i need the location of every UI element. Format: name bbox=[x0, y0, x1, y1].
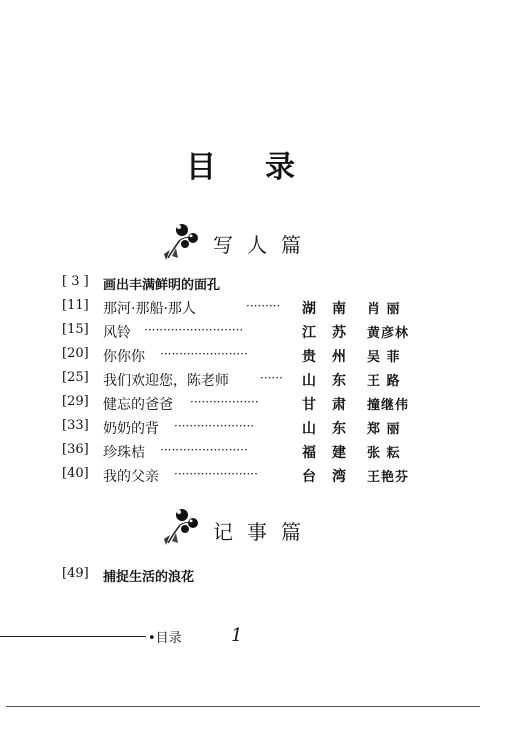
toc-entry-title: 奶奶的背 bbox=[103, 421, 159, 437]
page-title-char-1: 目 bbox=[186, 150, 216, 185]
flower-ornament-icon bbox=[160, 218, 210, 262]
toc-entry-leader: ······················· bbox=[160, 347, 248, 361]
toc-entry-title: 那河·那船·那人 bbox=[103, 301, 196, 317]
toc-entry-title: 我的父亲 bbox=[103, 469, 159, 485]
toc-entry-region-1: 山 bbox=[302, 373, 316, 389]
page-number: 1 bbox=[231, 625, 243, 646]
footer-section-label: •目录 bbox=[148, 631, 182, 646]
toc-entry-region-2: 建 bbox=[332, 445, 346, 461]
toc-entry-page: [11] bbox=[62, 298, 89, 313]
toc-entry-author: 王 路 bbox=[367, 374, 401, 389]
toc-entry-region-2: 苏 bbox=[332, 325, 346, 341]
toc-entry-leader: ·························· bbox=[144, 323, 244, 337]
toc-entry-page: [49] bbox=[62, 566, 89, 581]
toc-entry-leader: ······················· bbox=[160, 443, 248, 457]
toc-entry-title: 你你你 bbox=[103, 349, 145, 365]
toc-entry-region-2: 肃 bbox=[332, 397, 346, 413]
toc-entry-leader: ······ bbox=[260, 371, 283, 385]
toc-entry-author: 肖 丽 bbox=[367, 302, 401, 317]
toc-entry-page: [ 3 ] bbox=[62, 274, 89, 289]
toc-entry-leader: ······················ bbox=[174, 467, 258, 481]
toc-entry-author: 张 耘 bbox=[367, 446, 401, 461]
toc-entry-page: [36] bbox=[62, 442, 89, 457]
toc-entry-page: [15] bbox=[62, 322, 89, 337]
toc-entry-region-1: 贵 bbox=[302, 349, 316, 365]
toc-entry-region-1: 台 bbox=[302, 469, 316, 485]
toc-entry-title: 我们欢迎您，陈老师 bbox=[103, 373, 229, 389]
toc-entry-title: 捕捉生活的浪花 bbox=[103, 570, 195, 585]
footer-rule bbox=[0, 636, 146, 637]
toc-entry-author: 黄彦林 bbox=[367, 326, 410, 341]
toc-entry-region-2: 州 bbox=[332, 349, 346, 365]
section-title-2: 记事篇 bbox=[213, 520, 315, 544]
toc-entry-page: [29] bbox=[62, 394, 89, 409]
toc-entry-region-2: 湾 bbox=[332, 469, 346, 485]
page-title-char-2: 录 bbox=[265, 150, 295, 185]
toc-entry-page: [33] bbox=[62, 418, 89, 433]
toc-entry-page: [20] bbox=[62, 346, 89, 361]
toc-entry-region-1: 福 bbox=[302, 445, 316, 461]
section-title-1: 写人篇 bbox=[213, 233, 315, 257]
toc-entry-region-2: 南 bbox=[332, 301, 346, 317]
toc-entry-region-2: 东 bbox=[332, 421, 346, 437]
section-header-2 bbox=[160, 503, 210, 551]
bottom-rule bbox=[6, 706, 480, 707]
flower-ornament-icon bbox=[160, 503, 210, 547]
toc-entry-leader: ········· bbox=[246, 299, 281, 313]
toc-entry-leader: ·················· bbox=[190, 395, 259, 409]
toc-entry-region-1: 江 bbox=[302, 325, 316, 341]
toc-entry-page: [40] bbox=[62, 466, 89, 481]
toc-entry-title: 珍珠桔 bbox=[103, 445, 145, 461]
toc-entry-region-1: 湖 bbox=[302, 301, 316, 317]
toc-entry-leader: ····················· bbox=[174, 419, 255, 433]
toc-entry-page: [25] bbox=[62, 370, 89, 385]
toc-entry-region-1: 甘 bbox=[302, 397, 316, 413]
toc-entry-author: 吴 菲 bbox=[367, 350, 401, 365]
toc-entry-title: 风铃 bbox=[103, 325, 131, 341]
toc-entry-author: 郑 丽 bbox=[367, 422, 401, 437]
toc-entry-region-1: 山 bbox=[302, 421, 316, 437]
toc-entry-region-2: 东 bbox=[332, 373, 346, 389]
toc-entry-title: 健忘的爸爸 bbox=[103, 397, 173, 413]
section-header-1 bbox=[160, 218, 210, 266]
toc-entry-author: 王艳芬 bbox=[367, 470, 410, 485]
toc-entry-title: 画出丰满鲜明的面孔 bbox=[103, 278, 221, 293]
toc-entry-author: 撞继伟 bbox=[367, 398, 410, 413]
